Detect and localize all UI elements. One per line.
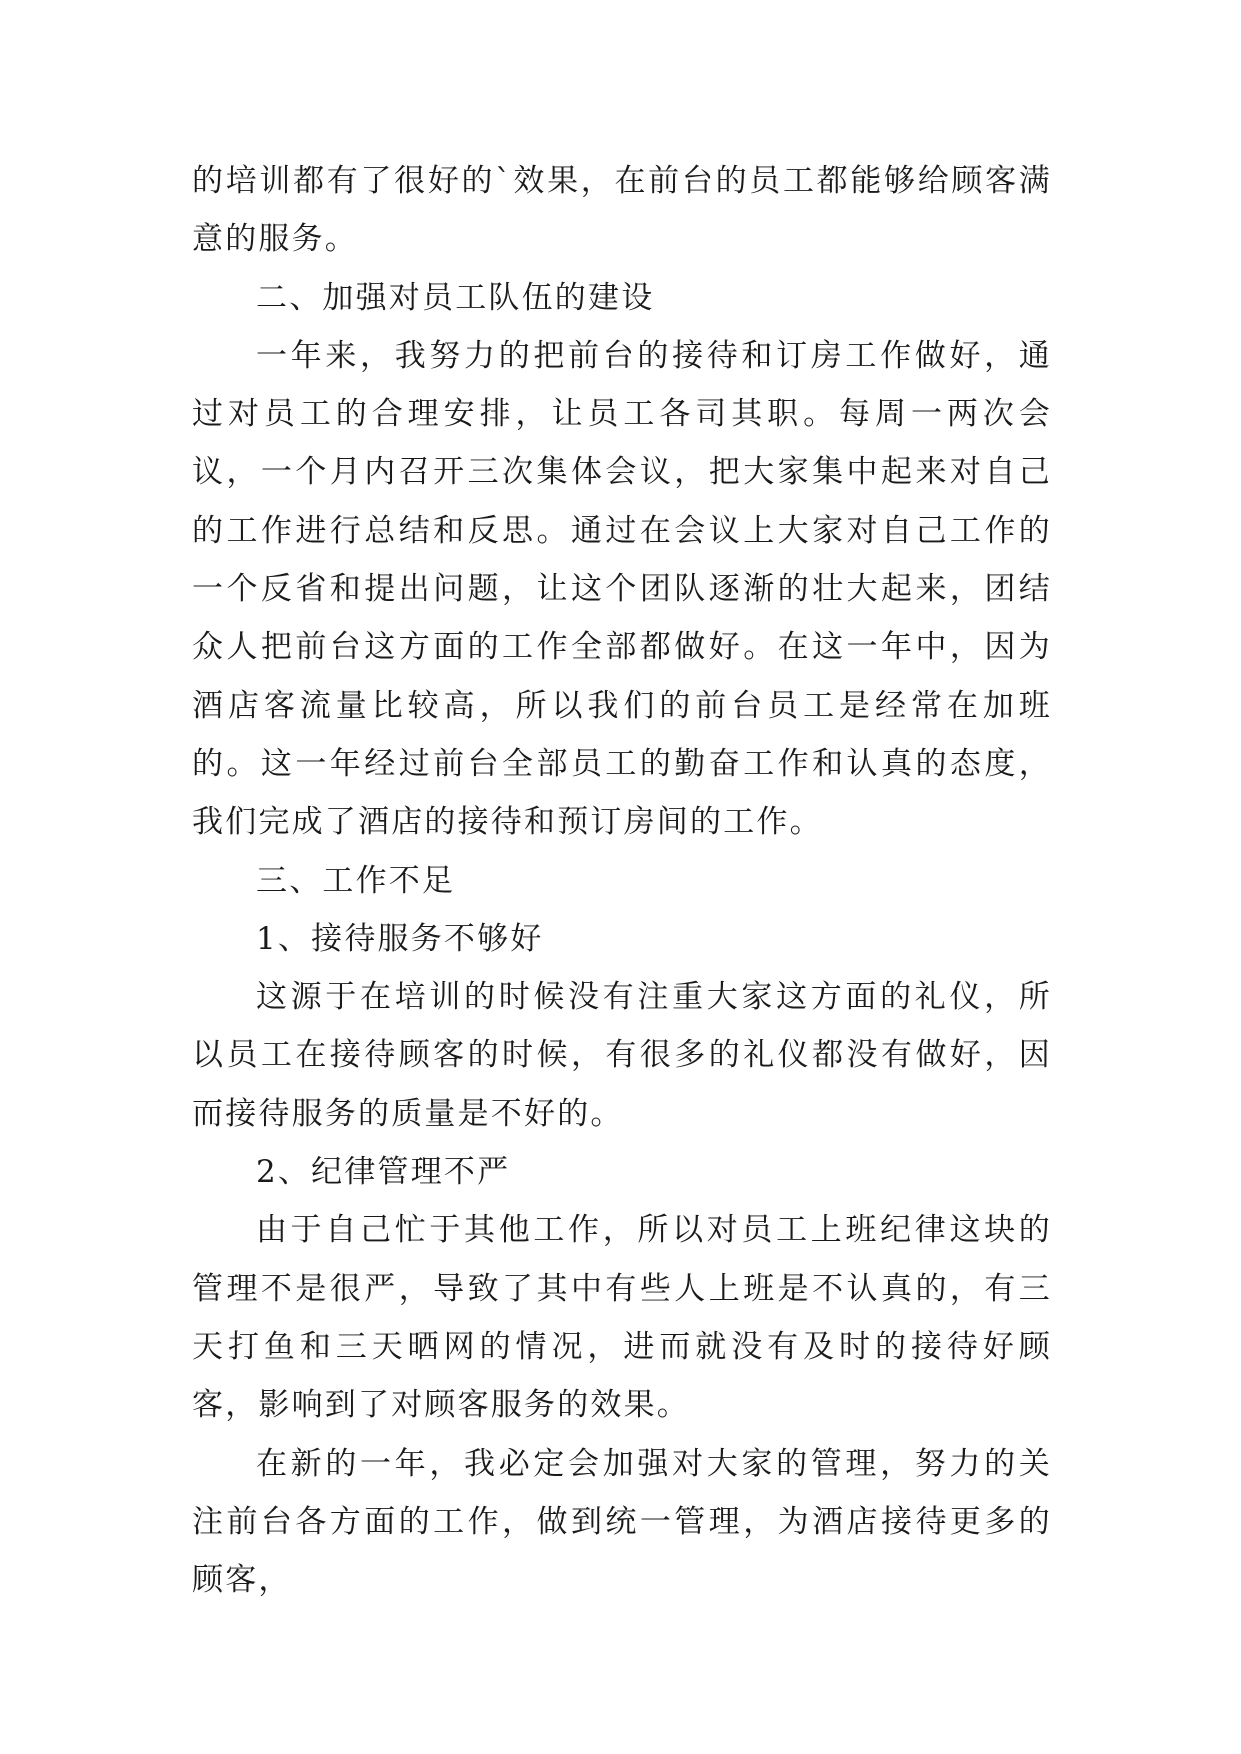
paragraph-etiquette: 这源于在培训的时候没有注重大家这方面的礼仪，所以员工在接待顾客的时候，有很多的礼仪都没有做好，因而接待服务的质量是不好的。: [192, 979, 1052, 1132]
paragraph-training-effect: 的培训都有了很好的`效果，在前台的员工都能够给顾客满意的服务。: [192, 163, 1052, 258]
paragraph-discipline: 由于自己忙于其他工作，所以对员工上班纪律这块的管理不是很严，导致了其中有些人上班是不认真的，有三天打鱼和三天晒网的情况，进而就没有及时的接待好顾客，影响到了对顾客服务的效果。: [192, 1212, 1052, 1424]
heading-shortcomings: 三、工作不足: [256, 862, 456, 899]
paragraph-year-review: 一年来，我努力的把前台的接待和订房工作做好，通过对员工的合理安排，让员工各司其职。每周一两次会议，一个月内召开三次集体会议，把大家集中起来对自己的工作进行总结和反思。通过在会议上大家对自己工作的一个反省和提出问题，让这个团队逐渐的壮大起来，团结众人把前台这方面的工作全部都做好。在这一年中，因为酒店客流量比较高，所以我们的前台员工是经常在加班的。这一年经过前台全部员工的勤奋工作和认真的态度，我们完成了酒店的接待和预订房间的工作。: [192, 337, 1052, 841]
heading-staff-building: 二、加强对员工队伍的建设: [256, 279, 655, 316]
subheading-discipline: 2、纪律管理不严: [256, 1154, 511, 1191]
paragraph-new-year-plan: 在新的一年，我必定会加强对大家的管理，努力的关注前台各方面的工作，做到统一管理，为酒店接待更多的顾客，: [192, 1445, 1052, 1599]
document-body: [192, 152, 1052, 1609]
subheading-reception-service: 1、接待服务不够好: [256, 920, 544, 957]
